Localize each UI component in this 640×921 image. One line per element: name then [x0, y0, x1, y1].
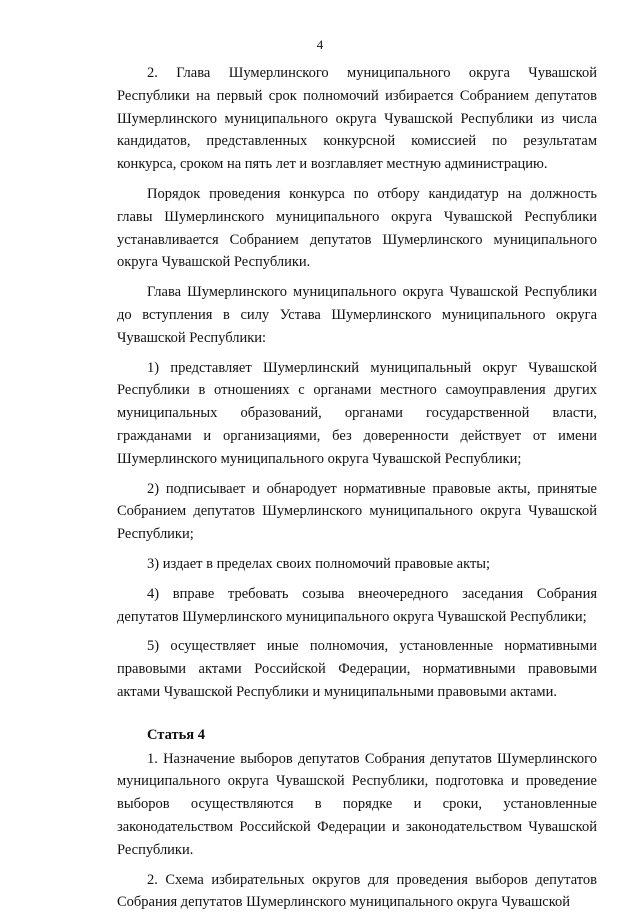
paragraph-head-powers-intro: Глава Шумерлинского муниципального округа Чувашской Республики до вступления в силу Устава Шумерлинского муниципального округа Чувашской Республики: [117, 284, 597, 346]
page-number: 4 [316, 37, 324, 52]
document-body [117, 62, 597, 921]
list-item-power-3: 3) издает в пределах своих полномочий правовые акты; [147, 555, 491, 572]
article-heading: Статья 4 [147, 726, 205, 743]
paragraph-head-election: 2. Глава Шумерлинского муниципального округа Чувашской Республики на первый срок полномочий избирается Собранием депутатов Шумерлинского муниципального округа Чувашской Республики из числа кандидатов, представленных конкурсной комиссией по результатам конкурса, сроком на пять лет и возглавляет местную администрацию. [117, 65, 597, 173]
list-item-power-5: 5) осуществляет иные полномочия, установленные нормативными правовыми актами Российской Федерации, нормативными правовыми актами Чувашской Республики и муниципальными правовыми актами. [117, 638, 597, 700]
paragraph-elections-appointment: 1. Назначение выборов депутатов Собрания депутатов Шумерлинского муниципального округа Чувашской Республики, подготовка и проведение выборов осуществляются в порядке и сроки, установленные законодательством Российской Федерации и законодательством Чувашской Республики. [117, 750, 597, 858]
list-item-power-1: 1) представляет Шумерлинский муниципальный округ Чувашской Республики в отношениях с органами местного самоуправления других муниципальных образований, органами государственной власти, гражданами и организациями, без доверенности действует от имени Шумерлинского муниципального округа Чувашской Республики; [117, 359, 597, 467]
paragraph-contest-procedure: Порядок проведения конкурса по отбору кандидатур на должность главы Шумерлинского муниципального округа Чувашской Республики устанавливается Собранием депутатов Шумерлинского муниципального округа Чувашской Республики. [117, 185, 597, 271]
list-item-power-2: 2) подписывает и обнародует нормативные правовые акты, принятые Собранием депутатов Шумерлинского муниципального округа Чувашской Республики; [117, 480, 597, 543]
list-item-power-4: 4) вправе требовать созыва внеочередного заседания Собрания депутатов Шумерлинского муниципального округа Чувашской Республики; [117, 585, 597, 625]
paragraph-electoral-districts: 2. Схема избирательных округов для проведения выборов депутатов Собрания депутатов Шумерлинского муниципального округа Чувашской [117, 871, 597, 911]
